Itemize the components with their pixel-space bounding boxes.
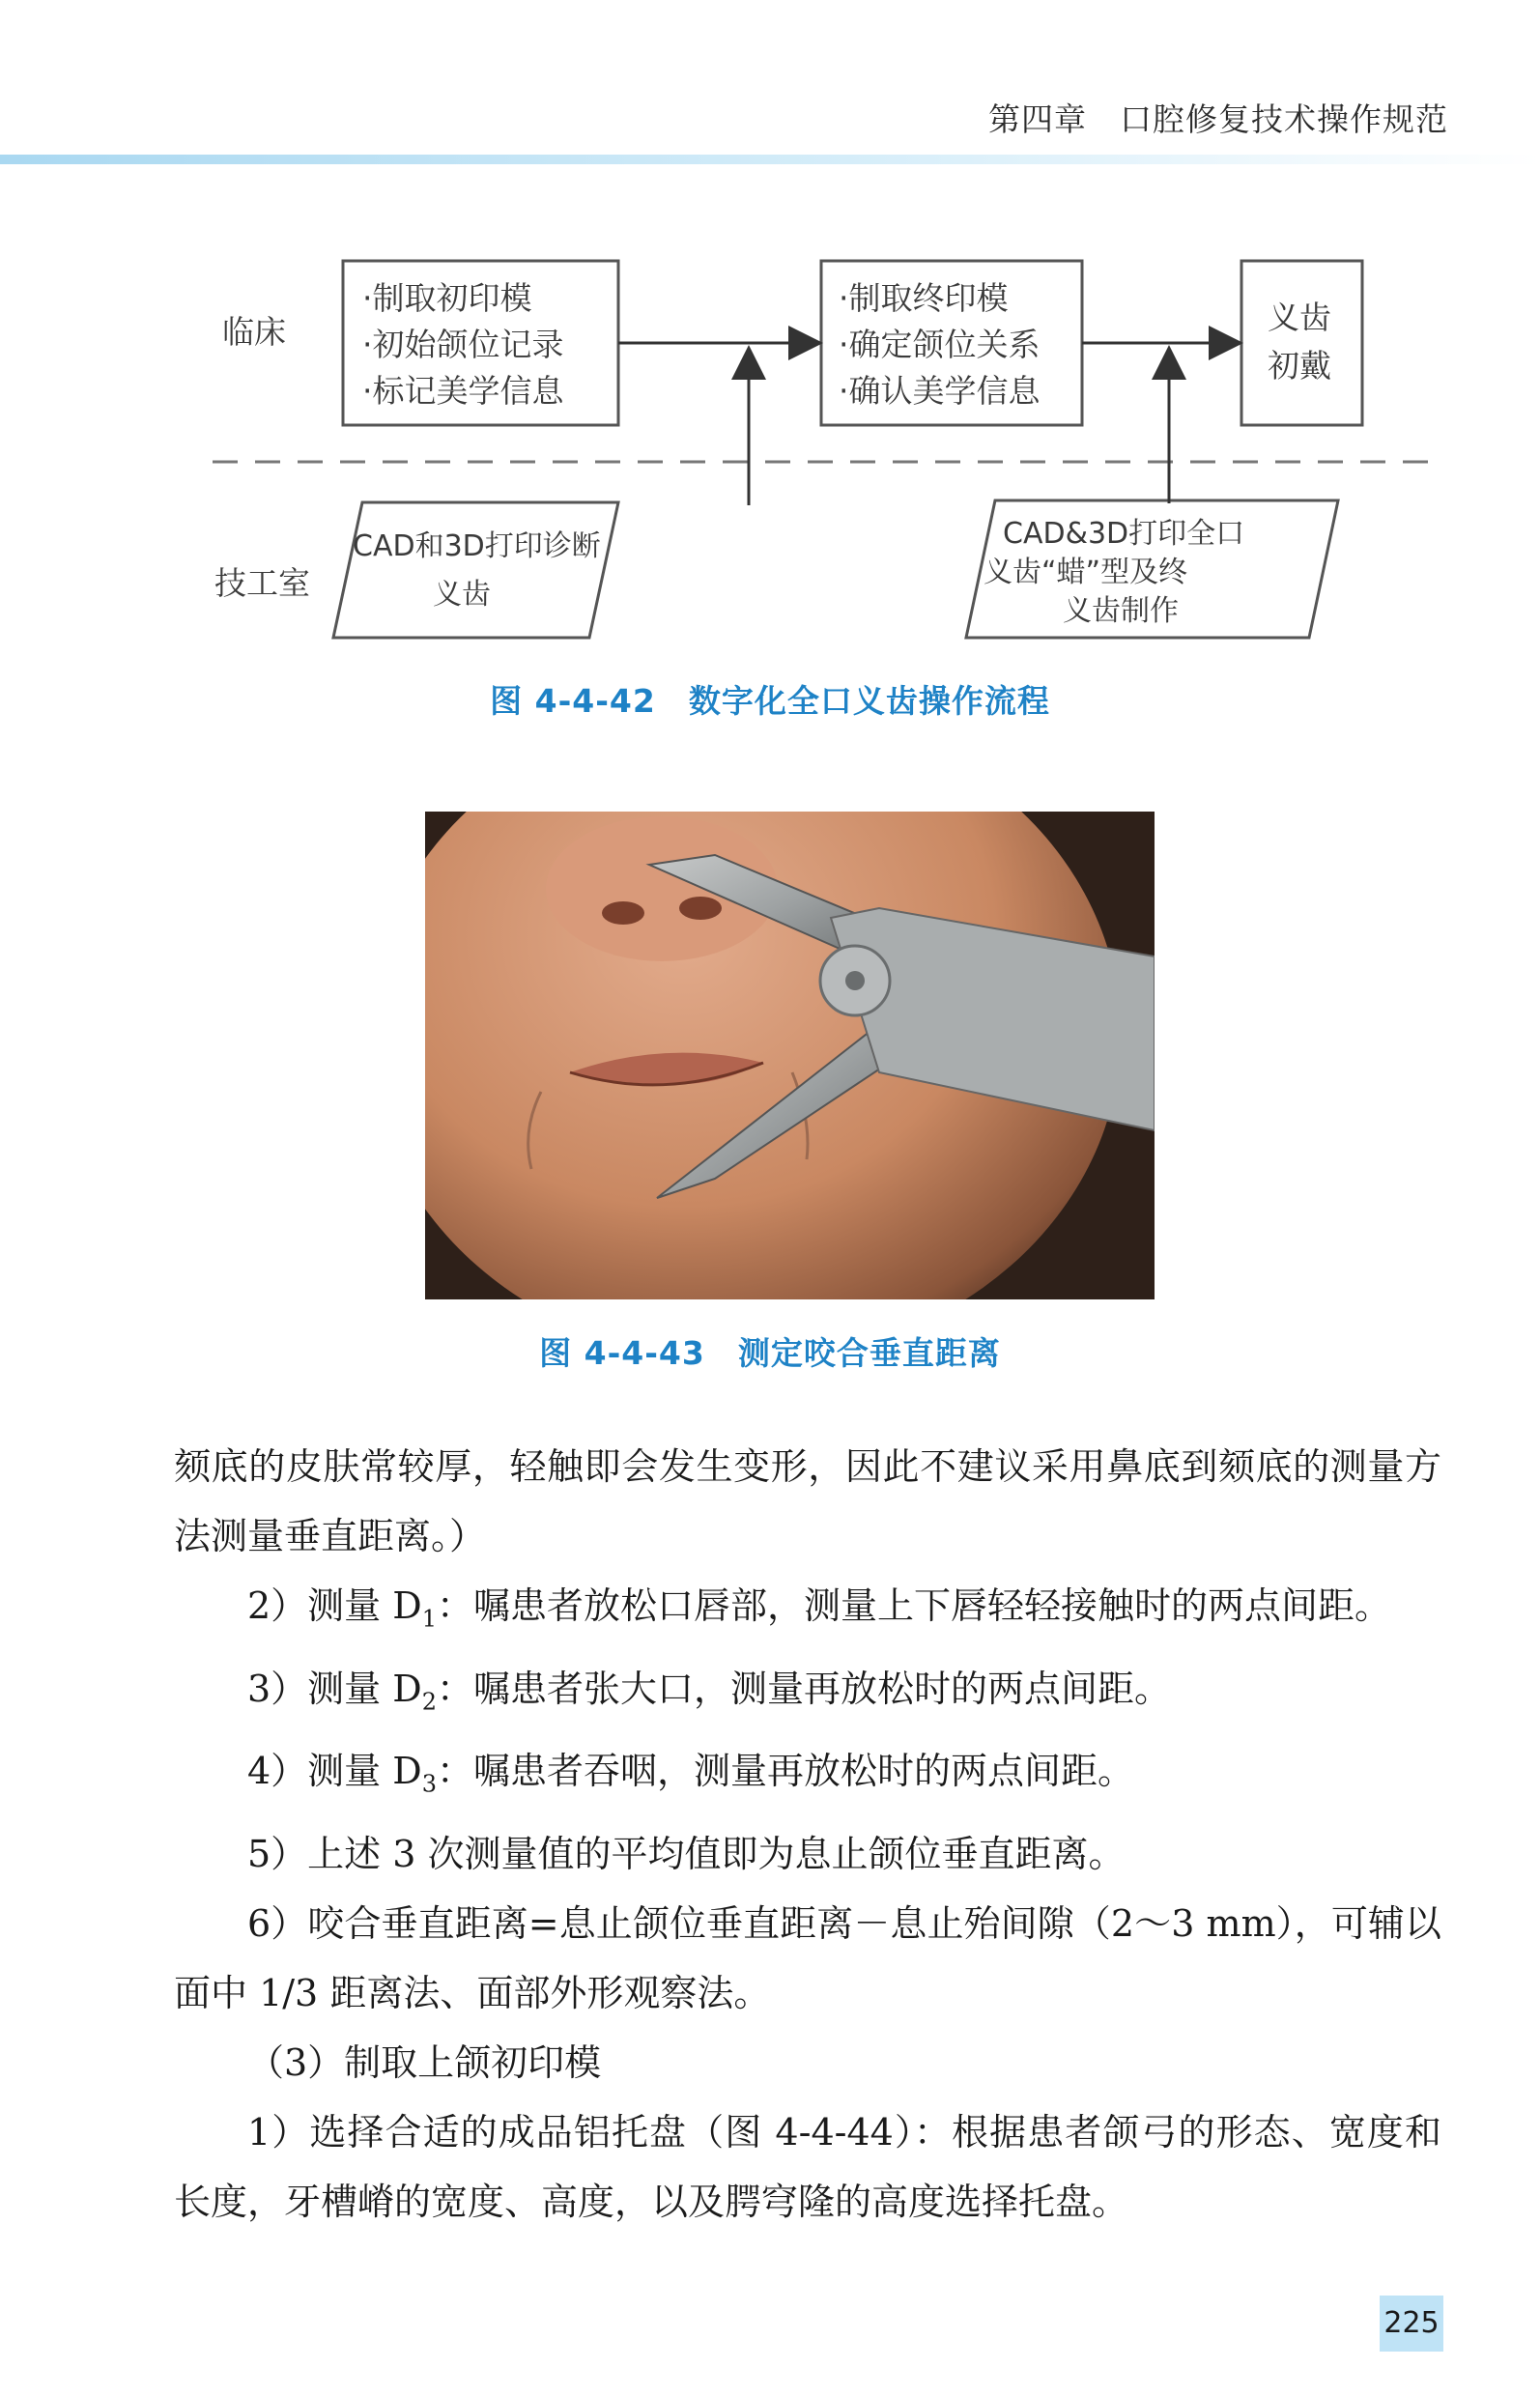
d2-pre: 3）测量 D <box>247 1667 422 1710</box>
workflow-flowchart <box>193 232 1449 667</box>
row-label-lab: 技工室 <box>214 564 310 602</box>
flow-box-delivery <box>1241 261 1362 425</box>
flow-box-initial-line2: ·初始颌位记录 <box>362 326 564 363</box>
paragraph-measure-d2 <box>174 1654 1441 1737</box>
page-number: 225 <box>1380 2296 1443 2352</box>
paragraph-measure-d3 <box>174 1736 1441 1819</box>
paragraph-average: 5）上述 3 次测量值的平均值即为息止颌位垂直距离。 <box>247 1832 1126 1875</box>
lab-step-diagnostic-line1: CAD和3D打印诊断 <box>353 529 601 563</box>
d3-sub: 3 <box>421 1770 438 1798</box>
d2-sub: 2 <box>421 1688 438 1716</box>
flow-box-initial-line3: ·标记美学信息 <box>362 372 564 410</box>
flow-box-final-line1: ·制取终印模 <box>839 279 1009 317</box>
flow-box-final-line2: ·确定颌位关系 <box>839 326 1041 363</box>
d3-pre: 4）测量 D <box>247 1750 422 1793</box>
lab-step-wax-final-line1: CAD&3D打印全口 <box>1003 517 1245 551</box>
row-label-clinic: 临床 <box>222 313 286 351</box>
d1-post: ：嘱患者放松口唇部，测量上下唇轻轻接触时的两点间距。 <box>437 1584 1392 1627</box>
running-header: 第四章 口腔修复技术操作规范 <box>988 100 1448 138</box>
flow-box-delivery-line2: 初戴 <box>1268 347 1331 385</box>
lab-step-diagnostic <box>333 502 618 638</box>
lab-step-wax-final-line2: 义齿“蜡”型及终 <box>984 556 1188 589</box>
d2-post: ：嘱患者张大口，测量再放松时的两点间距。 <box>437 1667 1172 1710</box>
paragraph-measure-d1 <box>174 1571 1441 1654</box>
paragraph-chin-skin: 颏底的皮肤常较厚，轻触即会发生变形，因此不建议采用鼻底到颏底的测量方法测量垂直距离。） <box>174 1445 1441 1557</box>
paragraph-vertical-distance-formula: 6）咬合垂直距离=息止颌位垂直距离－息止殆间隙（2～3 mm），可辅以面中 1/3 距离法、面部外形观察法。 <box>174 1901 1441 2014</box>
header-rule <box>0 155 1540 164</box>
d1-pre: 2）测量 D <box>247 1584 422 1627</box>
lab-step-wax-final-line3: 义齿制作 <box>1063 594 1179 628</box>
d3-post: ：嘱患者吞咽，测量再放松时的两点间距。 <box>437 1750 1135 1793</box>
photo-vertical-dimension-measurement <box>425 812 1155 1299</box>
section-heading-upper-impression: （3）制取上颌初印模 <box>247 2040 602 2084</box>
flow-box-initial-line1: ·制取初印模 <box>362 279 532 317</box>
figure-caption-42: 图 4-4-42 数字化全口义齿操作流程 <box>490 682 1050 720</box>
paragraph-select-tray: 1）选择合适的成品铝托盘（图 4-4-44）：根据患者颌弓的形态、宽度和长度，牙槽嵴的宽度、高度，以及腭穹隆的高度选择托盘。 <box>174 2110 1441 2223</box>
lab-step-diagnostic-line2: 义齿 <box>433 578 491 612</box>
d1-sub: 1 <box>421 1605 438 1633</box>
flow-box-delivery-line1: 义齿 <box>1268 299 1331 336</box>
body-text <box>174 1432 1441 2237</box>
flow-box-final-line3: ·确认美学信息 <box>839 372 1041 410</box>
figure-caption-43: 图 4-4-43 测定咬合垂直距离 <box>539 1334 1001 1372</box>
